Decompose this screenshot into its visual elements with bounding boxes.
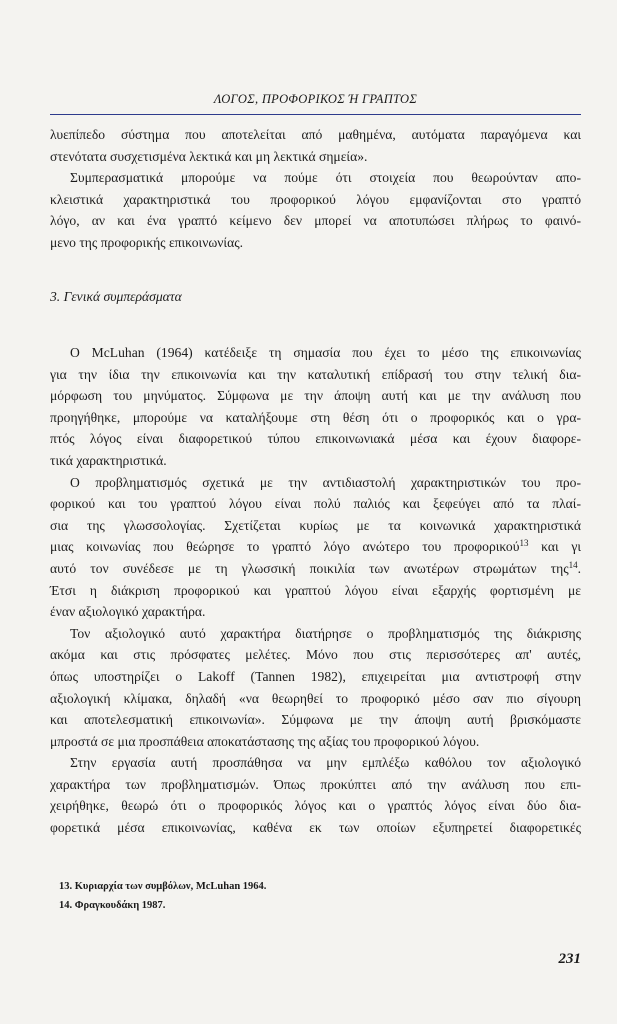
text-line: σια της γλωσσολογίας. Σχετίζεται κυρίως με τα κοινωνικά χαρακτηριστικά [50,517,581,533]
text-line: λυεπίπεδο σύστημα που αποτελείται από μαθημένα, αυτόματα παραγόμενα και [50,127,581,142]
running-header: ΛΟΓΟΣ, ΠΡΟΦΟΡΙΚΟΣ Ή ΓΡΑΠΤΟΣ [213,92,418,106]
text-segment: . [577,560,581,576]
text-line: λόγο, αν και ένα γραπτό κείμενο δεν μπορεί να αποτυπώσει πλήρως το φαινό- [50,213,581,229]
text-line: χαρακτήρα των προβληματισμών. Όπως προκύπτει από την ανάλυση που επι- [50,776,581,792]
text-line: φορικού και του γραπτού λόγου είναι πολύ παλιός και ξεφεύγει από τα πλαί- [50,496,581,512]
text-line-with-footnote [50,536,581,558]
text-line: προηγήθηκε, μπορούμε να καταλήξουμε στη θέση ότι ο προφορικός και ο γρα- [50,409,581,425]
footnote-ref-14[interactable]: 14 [568,559,578,570]
text-line: ακόμα και στις πρόσφατες μελέτες. Μόνο που στις περισσότερες απ' αυτές, [50,647,581,663]
text-line: για την ίδια την επικοινωνία και την καταλυτική επίδρασή του στην τελική δια- [50,366,581,382]
text-line: τικά χαρακτηριστικά. [50,452,167,468]
text-line: κλειστικά χαρακτηριστικά του προφορικού λόγου εμφανίζονται στο γραπτό [50,191,581,207]
intro-paragraphs [50,124,581,254]
text-line: πτός λόγος είναι διαφορετικού τύπου επικοινωνιακά μέσα και έχουν διαφορε- [50,431,581,447]
page-number: 231 [558,951,581,967]
text-line-with-footnote [50,558,581,580]
text-line: μενο της προφορικής επικοινωνίας. [50,234,243,250]
conclusions-body [50,342,581,839]
footnote-14: 14. Φραγκουδάκη 1987. [59,900,166,911]
text-line: Τον αξιολογικό αυτό χαρακτήρα διατήρησε ο προβληματισμός της διάκρισης [70,625,581,641]
text-line: Ο προβληματισμός σχετικά με την αντιδιαστολή χαρακτηριστικών του προ- [70,474,581,490]
text-line: χειρήθηκε, θεωρώ ότι ο προφορικός λόγος και ο γραπτός λόγος είναι δύο δια- [50,798,581,814]
text-line: στενότατα συσχετισμένα λεκτικά και μη λεκτικά σημεία». [50,148,368,164]
text-line: έναν αξιολογικό χαρακτήρα. [50,604,206,620]
text-line: αξιολογική κλίμακα, δηλαδή «να θεωρηθεί το προφορικό μέσο σαν πιο σίγουρη [50,690,581,706]
text-line: Στην εργασία αυτή προσπάθησα να μην εμπλέξω καθόλου τον αξιολογικό [70,755,581,771]
text-segment: αυτό τον συνέδεσε με τη γλωσσική ποικιλία των ανωτέρων στρωμάτων της [50,560,569,576]
text-segment: και γι [528,539,581,555]
header-rule [50,114,581,115]
text-segment: μιας κοινωνίας που θεώρησε το γραπτό λόγο ανώτερο του προφορικού [50,539,520,555]
text-line: Ο McLuhan (1964) κατέδειξε τη σημασία που έχει το μέσο της επικοινωνίας [70,345,581,360]
section-title: 3. Γενικά συμπεράσματα [50,289,182,304]
text-line: όπως υποστηρίζει ο Lakoff (Tannen 1982), επιχειρείται μια αντιστροφή στην [50,668,581,684]
text-line: μπροστά σε μια προσπάθεια αποκατάστασης της αξίας του προφορικού λόγου. [50,733,480,749]
footnote-ref-13[interactable]: 13 [519,538,529,549]
footnote-13: 13. Κυριαρχία των συμβόλων, McLuhan 1964. [59,881,267,892]
text-line: μόρφωση του μηνύματος. Σύμφωνα με την άποψη αυτή και με την ανάλυση που [50,388,581,404]
text-line: Έτσι η διάκριση προφορικού και γραπτού λόγου είναι εξαρχής φορτισμένη με [50,582,581,598]
text-line: και αποτελεσματική επικοινωνία». Σύμφωνα με την άποψη αυτή βρισκόμαστε [50,712,581,728]
text-line: φορετικά μέσα επικοινωνίας, καθένα εκ των οποίων εξυπηρετεί διαφορετικές [50,820,581,836]
text-line: Συμπερασματικά μπορούμε να πούμε ότι στοιχεία που θεωρούνταν απο- [70,170,581,186]
